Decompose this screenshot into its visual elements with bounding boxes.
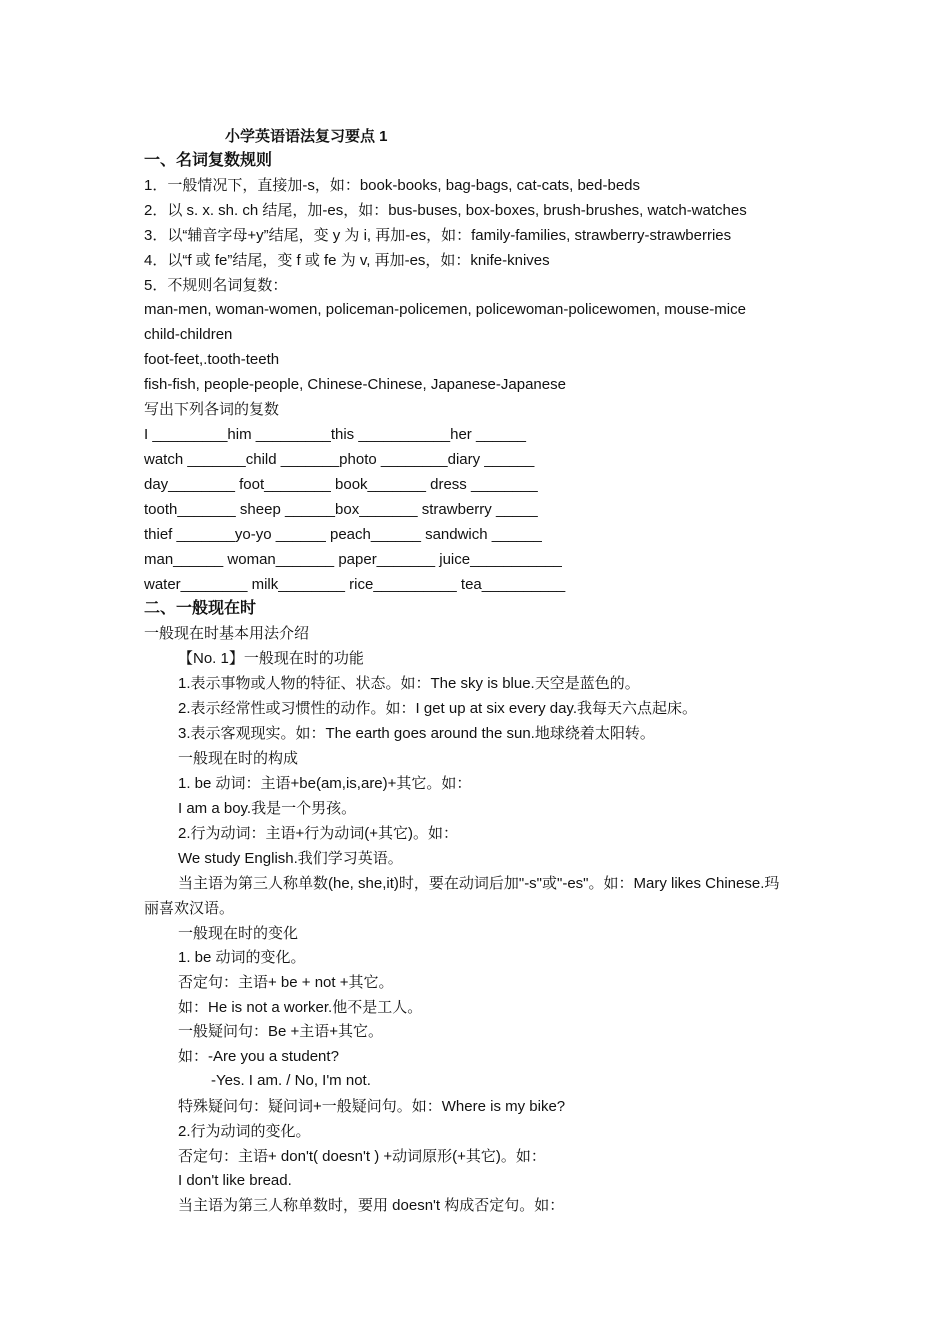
- irregular-line-4: fish-fish, people-people, Chinese-Chinese, Japanese-Japanese: [144, 376, 566, 393]
- special-question-rule: 特殊疑问句：疑问词+一般疑问句。如：Where is my bike?: [178, 1098, 566, 1115]
- exercise-row: tooth_______ sheep ______box_______ strawberry _____: [144, 501, 538, 518]
- exercise-row: I _________him _________this ___________her ______: [144, 426, 527, 443]
- irregular-line-2: child-children: [144, 326, 233, 343]
- exercise-row: water________ milk________ rice__________ tea__________: [144, 576, 566, 593]
- exercise-row: man______ woman_______ paper_______ juice___________: [144, 551, 562, 568]
- function-1: 1.表示事物或人物的特征、状态。如：The sky is blue.天空是蓝色的。: [178, 675, 640, 692]
- irregular-line-3: foot-feet,.tooth-teeth: [144, 351, 280, 368]
- be-rule: 1. be 动词：主语+be(am,is,are)+其它。如：: [178, 775, 472, 792]
- be-question-example: 如：-Are you a student?: [178, 1048, 339, 1065]
- plural-rule-4: 4．以“f 或 fe”结尾，变 f 或 fe 为 v, 再加-es，如：knife-knives: [144, 252, 550, 269]
- section-heading-present-tense: 二、一般现在时: [144, 600, 257, 617]
- no1-heading: 【No. 1】一般现在时的功能: [178, 650, 364, 667]
- verb-negative-rule: 否定句：主语+ don't( doesn't ) +动词原形(+其它)。如：: [178, 1148, 546, 1165]
- document-title: 小学英语语法复习要点 1: [225, 128, 388, 145]
- third-person-rule: 当主语为第三人称单数(he, she,it)时，要在动词后加"-s"或"-es"。如：Mary likes Chinese.玛: [178, 875, 780, 892]
- exercise-row: day________ foot________ book_______ dress ________: [144, 476, 538, 493]
- change-title: 一般现在时的变化: [178, 925, 299, 942]
- third-person-rule-continued: 丽喜欢汉语。: [144, 900, 235, 917]
- plural-rule-3: 3．以“辅音字母+y”结尾，变 y 为 i, 再加-es，如：family-families, strawberry-strawberries: [144, 227, 732, 244]
- third-person-negative-rule: 当主语为第三人称单数时，要用 doesn't 构成否定句。如：: [178, 1197, 565, 1214]
- irregular-line-1: man-men, woman-women, policeman-policemen, policewoman-policewomen, mouse-mice: [144, 301, 746, 318]
- exercise-title: 写出下列各词的复数: [144, 401, 280, 418]
- function-3: 3.表示客观现实。如：The earth goes around the sun.地球绕着太阳转。: [178, 725, 655, 742]
- be-question-rule: 一般疑问句：Be +主语+其它。: [178, 1023, 384, 1040]
- structure-title: 一般现在时的构成: [178, 750, 299, 767]
- exercise-row: watch _______child _______photo ________diary ______: [144, 451, 535, 468]
- verb-example: We study English.我们学习英语。: [178, 850, 403, 867]
- present-tense-intro: 一般现在时基本用法介绍: [144, 625, 310, 642]
- verb-change: 2.行为动词的变化。: [178, 1123, 311, 1140]
- be-example: I am a boy.我是一个男孩。: [178, 800, 357, 817]
- be-change: 1. be 动词的变化。: [178, 949, 306, 966]
- plural-rule-2: 2．以 s. x. sh. ch 结尾，加-es，如：bus-buses, box-boxes, brush-brushes, watch-watches: [144, 202, 747, 219]
- verb-rule: 2.行为动词：主语+行为动词(+其它)。如：: [178, 825, 459, 842]
- be-negative-example: 如：He is not a worker.他不是工人。: [178, 999, 423, 1016]
- plural-rule-5: 5．不规则名词复数：: [144, 277, 288, 294]
- function-2: 2.表示经常性或习惯性的动作。如：I get up at six every day.我每天六点起床。: [178, 700, 697, 717]
- be-answer-example: -Yes. I am. / No, I'm not.: [211, 1072, 371, 1089]
- be-negative-rule: 否定句：主语+ be + not +其它。: [178, 974, 394, 991]
- plural-rule-1: 1．一般情况下，直接加-s，如：book-books, bag-bags, cat-cats, bed-beds: [144, 177, 641, 194]
- exercise-row: thief _______yo-yo ______ peach______ sandwich ______: [144, 526, 542, 543]
- section-heading-plural: 一、名词复数规则: [144, 152, 273, 169]
- verb-negative-example: I don't like bread.: [178, 1172, 292, 1189]
